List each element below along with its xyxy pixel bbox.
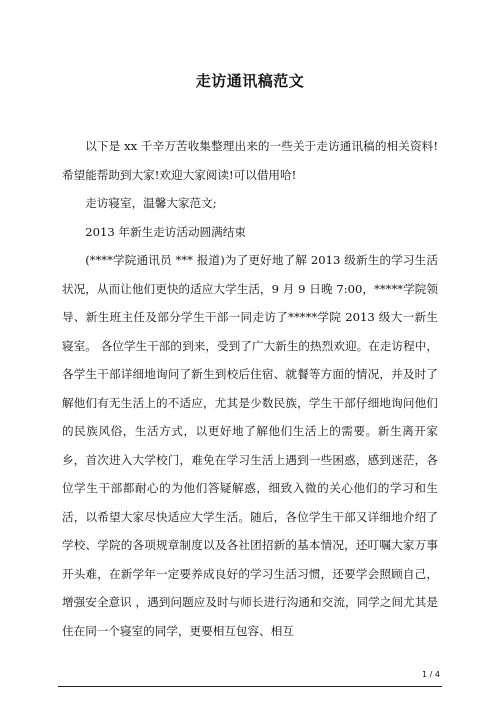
document-body [62, 132, 438, 645]
document-title: 走访通讯稿范文 [195, 72, 305, 90]
paragraph-intro: 以下是 xx 千辛万苦收集整理出来的一些关于走访通讯稿的相关资料!希望能帮助到大家!欢迎大家阅读!可以借用哈! [62, 139, 438, 182]
paragraph-greeting: 走访寝室，温馨大家范文; [85, 196, 217, 210]
paragraph-main: (****学院通讯员 *** 报道)为了更好地了解 2013 级新生的学习生活状况，从而让他们更快的适应大学生活，9 月 9 日晚 7:00，*****学院领导、新生班主任及部分学生干部一同走访了*****学院 2013 级大一新生寝室。 各位学生干部的到来，受到了广大新生的热烈欢迎。在走访程中，各学生干部详细地询问了新生到校后住宿、就餐等方面的情况，并及时了解他们有无生活上的不适应，尤其是少数民族，学生干部仔细地询问他们的民族风俗，生活方式，以更好地了解他们生活上的需要。新生离开家乡，首次进入大学校门，难免在学习生活上遇到一些困惑，感到迷茫，各位学生干部都耐心的为他们答疑解惑，细致入微的关心他们的学习和生活，以希望大家尽快适应大学生活。随后，各位学生干部又详细地介绍了学校、学院的各项规章制度以及各社团招新的基本情况，还叮嘱大家万事开头难，在新学年一定要养成良好的学习生活习惯，还要学会照顾自己，增强安全意识 ，遇到问题应及时与师长进行沟通和交流，同学之间尤其是住在同一个寝室的同学，更要相互包容、相互 [62, 253, 438, 638]
footer-divider [58, 686, 442, 687]
page-number: 1 / 4 [422, 670, 440, 679]
paragraph-subtitle: 2013 年新生走访活动圆满结束 [85, 224, 246, 239]
